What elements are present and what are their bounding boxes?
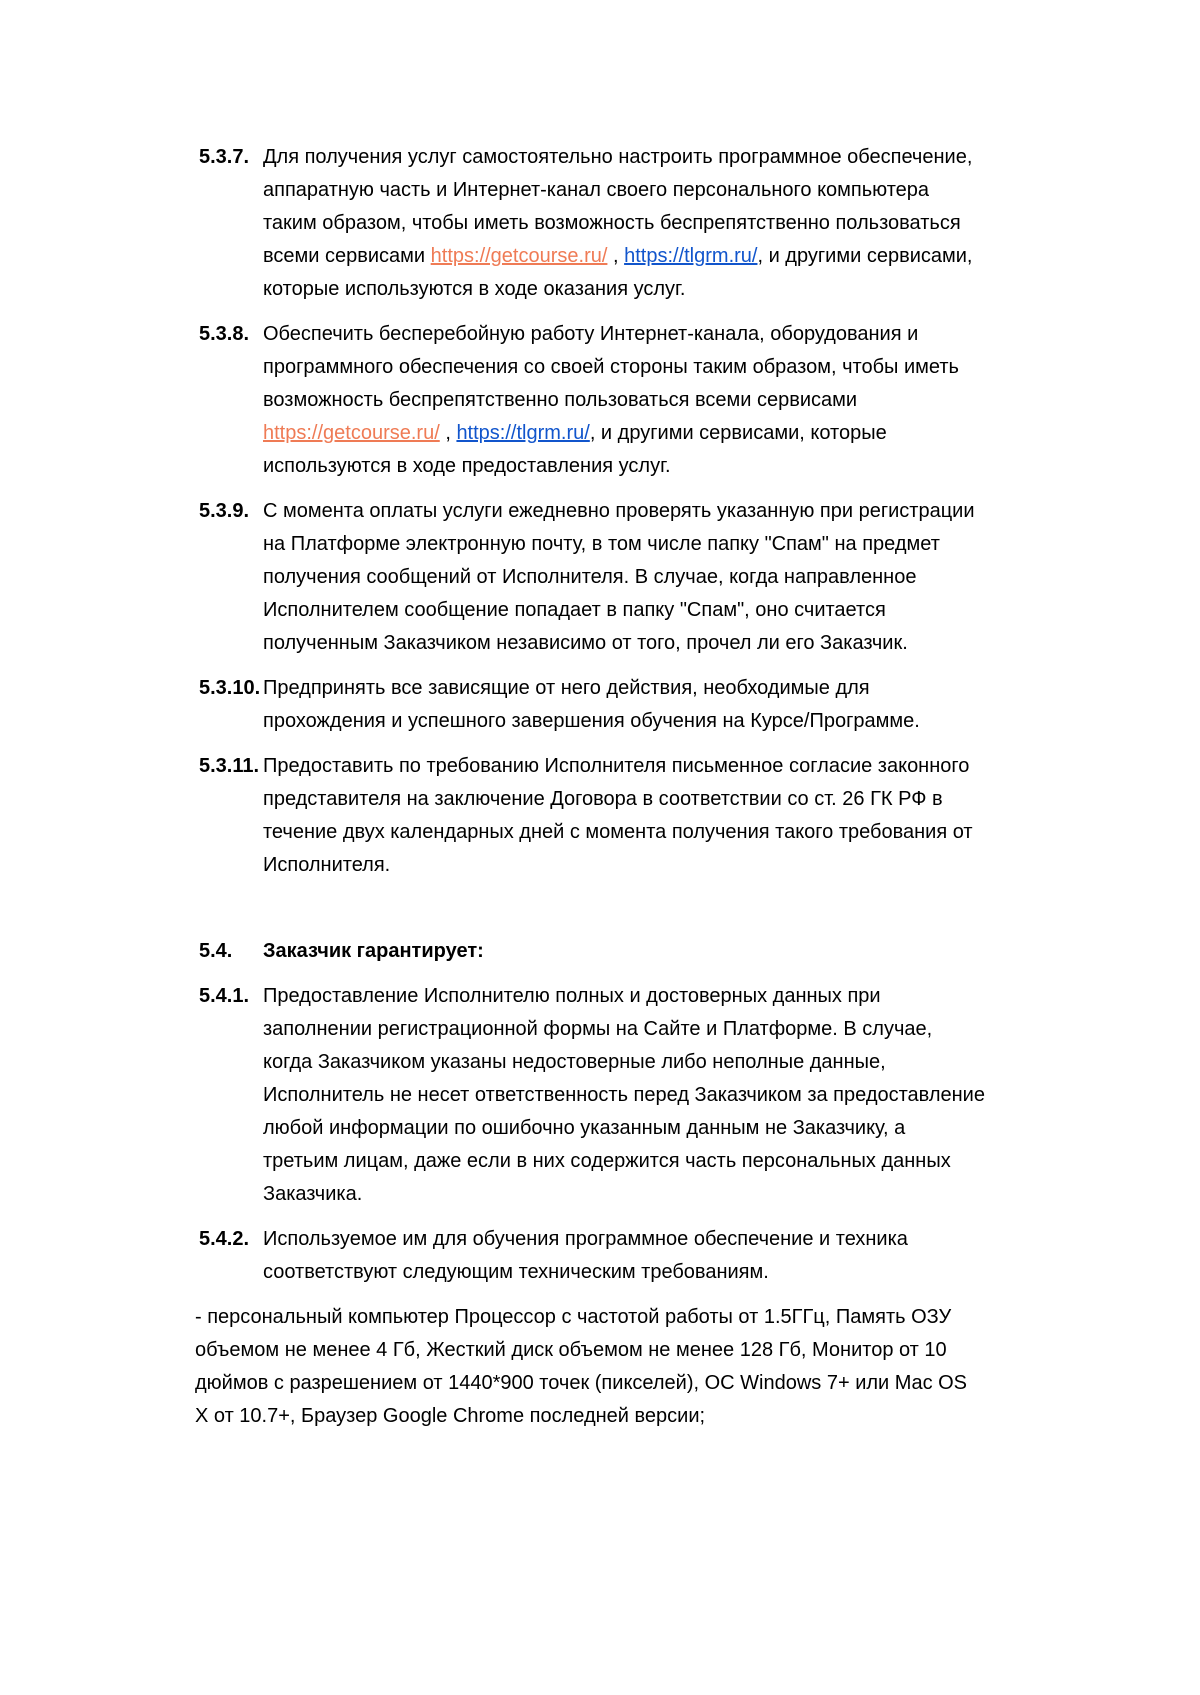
section-title [263, 935, 985, 968]
clause-5-3-7 [195, 141, 985, 306]
clause-number: 5.3.9. [199, 500, 250, 522]
clause-text-segment: Используемое им для обучения программное обеспечение и техника соответствуют следующим техническим требованиям. [263, 1228, 908, 1283]
clause-text [263, 672, 985, 738]
section-number: 5.4. [199, 940, 233, 962]
clause-5-3-10 [195, 672, 985, 738]
getcourse-link[interactable]: https://getcourse.ru/ [263, 422, 440, 444]
clause-5-4-2 [195, 1223, 985, 1289]
clause-5-4-1 [195, 980, 985, 1211]
clause-text-segment: , [439, 422, 457, 444]
clause-5-3-11 [195, 750, 985, 882]
tlgrm-link[interactable]: https://tlgrm.ru/ [456, 422, 590, 444]
clause-text-segment: Для получения услуг самостоятельно настроить программное обеспечение, аппаратную часть и Интернет-канал своего персонального компьютера таким образом, чтобы иметь возможность беспрепятственно пользоваться всеми сервисами [263, 146, 973, 267]
clause-text-segment: , и другими сервисами, которые используются в ходе оказания услуг. [263, 245, 973, 300]
clause-number: 5.3.7. [199, 146, 250, 168]
section-title-text: Заказчик гарантирует: [263, 940, 484, 962]
clause-text [263, 141, 985, 306]
clause-text-segment: , и другими сервисами, которые используются в ходе предоставления услуг. [263, 422, 887, 477]
clause-text [263, 318, 985, 483]
clause-5-3-9 [195, 495, 985, 660]
clause-text-segment: , [607, 245, 625, 267]
clause-text-segment: Предоставление Исполнителю полных и достоверных данных при заполнении регистрационной формы на Сайте и Платформе. В случае, когда Заказчиком указаны недостоверные либо неполные данные, Исполнитель не несет ответственность перед Заказчиком за предоставление любой информации по ошибочно указанным данным не Заказчику, а третьим лицам, даже если в них содержится часть персональных данных Заказчика. [263, 985, 985, 1205]
tech-requirements-paragraph: - персональный компьютер Процессор с частотой работы от 1.5ГГц, Память ОЗУ объемом не менее 4 Гб, Жесткий диск объемом не менее 128 Гб, Монитор от 10 дюймов с разрешением от 1440*900 точек (пикселей), ОС Windows 7+ или Mac OS X от 10.7+, Браузер Google Chrome последней версии; [195, 1306, 968, 1427]
clause-5-3-8 [195, 318, 985, 483]
clause-text [263, 980, 985, 1211]
clause-text-segment: Обеспечить бесперебойную работу Интернет-канала, оборудования и программного обеспечения со своей стороны таким образом, чтобы иметь возможность беспрепятственно пользоваться всеми сервисами [263, 323, 959, 411]
getcourse-link[interactable]: https://getcourse.ru/ [430, 245, 608, 267]
clause-number: 5.4.1. [199, 985, 250, 1007]
tlgrm-link[interactable]: https://tlgrm.ru/ [624, 245, 758, 267]
clause-number: 5.3.10. [199, 677, 261, 699]
clause-text-segment: С момента оплаты услуги ежедневно проверять указанную при регистрации на Платформе электронную почту, в том числе папку "Спам" на предмет получения сообщений от Исполнителя. В случае, когда направленное Исполнителем сообщение попадает в папку "Спам", оно считается полученным Заказчиком независимо от того, прочел ли его Заказчик. [263, 500, 975, 654]
clause-number: 5.3.8. [199, 323, 250, 345]
clause-text-segment: Предпринять все зависящие от него действия, необходимые для прохождения и успешного завершения обучения на Курсе/Программе. [263, 677, 920, 732]
clause-text [263, 1223, 985, 1289]
clause-text [263, 750, 985, 882]
section-heading-5-4 [195, 935, 985, 968]
clause-number: 5.3.11. [199, 755, 260, 777]
clause-text-segment: Предоставить по требованию Исполнителя письменное согласие законного представителя на заключение Договора в соответствии со ст. 26 ГК РФ в течение двух календарных дней с момента получения такого требования от Исполнителя. [263, 755, 973, 876]
clause-number: 5.4.2. [199, 1228, 250, 1250]
clause-text [263, 495, 985, 660]
